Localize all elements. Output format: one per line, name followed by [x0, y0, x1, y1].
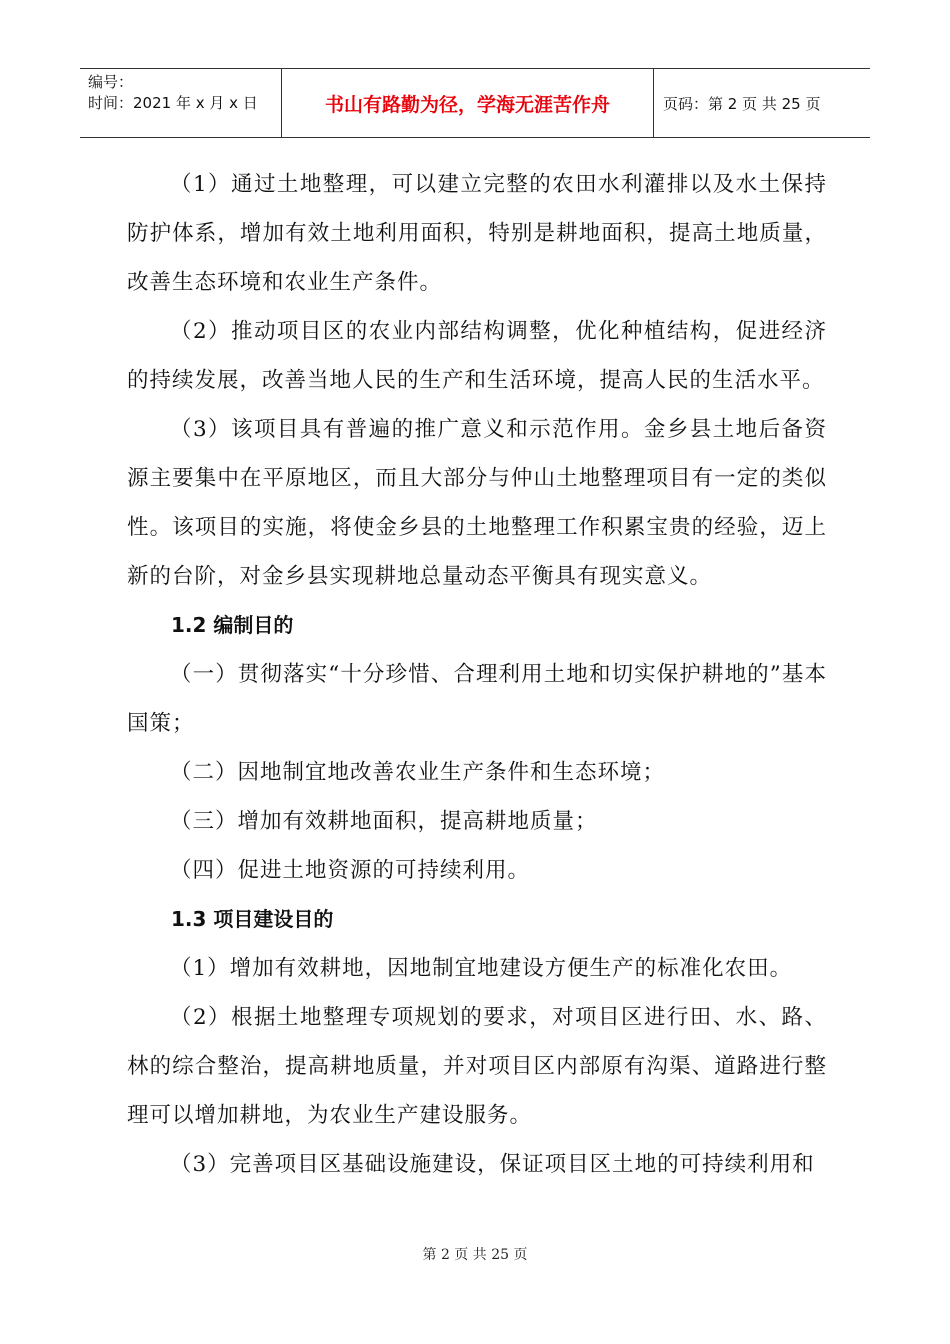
page-footer: 第 2 页 共 25 页 [422, 1247, 528, 1263]
list-item: （1）增加有效耕地，因地制宜地建设方便生产的标准化农田。 [170, 956, 793, 981]
section-heading-1-2: 1.2 编制目的 [171, 613, 294, 637]
list-item: （四）促进土地资源的可持续利用。 [170, 858, 531, 883]
section-heading-1-3: 1.3 项目建设目的 [171, 907, 334, 931]
document-number-label: 编号： [88, 73, 134, 91]
document-body [127, 160, 827, 1189]
list-item: （3）完善项目区基础设施建设，保证项目区土地的可持续利用和 [170, 1152, 815, 1177]
document-date: 时间：2021 年 x 月 x 日 [88, 94, 258, 112]
header-motto: 书山有路勤为径，学海无涯苦作舟 [282, 69, 654, 137]
header-meta [80, 69, 282, 137]
list-item: （一）贯彻落实“十分珍惜、合理利用土地和切实保护耕地的”基本国策； [127, 662, 827, 736]
document-header [80, 68, 870, 138]
list-item: （2）根据土地整理专项规划的要求，对项目区进行田、水、路、林的综合整治，提高耕地质量，并对项目区内部原有沟渠、道路进行整理可以增加耕地，为农业生产建设服务。 [127, 1005, 827, 1128]
paragraph: （3）该项目具有普遍的推广意义和示范作用。金乡县土地后备资源主要集中在平原地区，而且大部分与仲山土地整理项目有一定的类似性。该项目的实施，将使金乡县的土地整理工作积累宝贵的经验，迈上新的台阶，对金乡县实现耕地总量动态平衡具有现实意义。 [127, 417, 827, 589]
header-page-info: 页码：第 2 页 共 25 页 [663, 94, 821, 113]
list-item: （三）增加有效耕地面积，提高耕地质量； [170, 809, 598, 834]
list-item: （二）因地制宜地改善农业生产条件和生态环境； [170, 760, 666, 785]
paragraph: （2）推动项目区的农业内部结构调整，优化种植结构，促进经济的持续发展，改善当地人民的生产和生活环境，提高人民的生活水平。 [127, 319, 827, 393]
paragraph: （1）通过土地整理，可以建立完整的农田水利灌排以及水土保持防护体系，增加有效土地利用面积，特别是耕地面积，提高土地质量，改善生态环境和农业生产条件。 [127, 172, 827, 295]
